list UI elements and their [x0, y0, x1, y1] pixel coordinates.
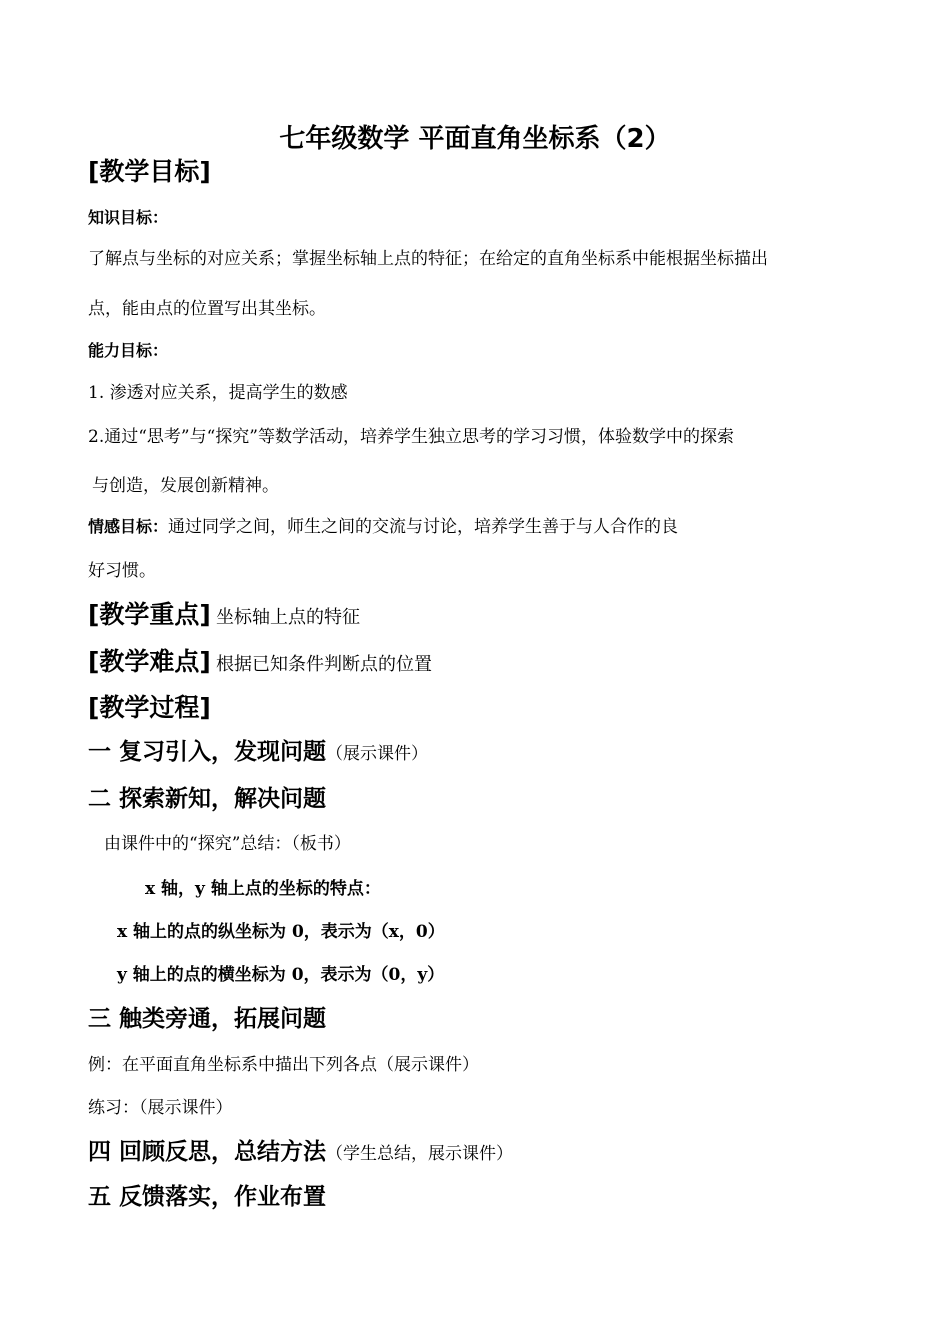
difficulty-text: 根据已知条件判断点的位置 [215, 654, 432, 675]
objectives-heading: [教学目标] [88, 157, 211, 186]
section-2-point-head: x 轴，y 轴上点的坐标的特点： [145, 879, 381, 899]
ability-label: 能力目标： [88, 341, 169, 360]
key-point-line [88, 595, 360, 631]
ability-item-2-line2: 与创造，发展创新精神。 [92, 476, 279, 496]
difficulty-heading: [教学难点] [88, 647, 211, 676]
section-4 [88, 1133, 513, 1166]
section-1 [88, 733, 428, 766]
emotion-text: 通过同学之间，师生之间的交流与讨论，培养学生善于与人合作的良 [168, 517, 679, 537]
section-3-title: 三 触类旁通，拓展问题 [88, 1005, 327, 1032]
page-title: 七年级数学 平面直角坐标系（2） [279, 124, 671, 154]
section-2-title: 二 探索新知，解决问题 [88, 785, 327, 812]
process-heading: [教学过程] [88, 693, 211, 722]
section-2-point-y: y 轴上的点的横坐标为 0，表示为（0，y） [117, 965, 445, 985]
section-2-point-x: x 轴上的点的纵坐标为 0，表示为（x，0） [117, 922, 445, 942]
section-5-title: 五 反馈落实，作业布置 [88, 1183, 327, 1210]
section-1-title: 一 复习引入，发现问题 [88, 738, 327, 765]
emotion-text-line2: 好习惯。 [88, 561, 156, 581]
key-point-heading: [教学重点] [88, 600, 211, 629]
difficulty-line [88, 642, 432, 678]
ability-item-2-line1: 2.通过“思考”与“探究”等数学活动，培养学生独立思考的学习习惯，体验数学中的探索 [88, 427, 734, 447]
section-1-note: （展示课件） [326, 744, 429, 764]
section-4-note: （学生总结，展示课件） [326, 1144, 514, 1164]
section-2-intro: 由课件中的“探究”总结：（板书） [104, 834, 351, 854]
emotion-line [88, 512, 678, 537]
ability-item-1: 1. 渗透对应关系，提高学生的数感 [88, 383, 348, 403]
knowledge-text-line1: 了解点与坐标的对应关系；掌握坐标轴上点的特征；在给定的直角坐标系中能根据坐标描出 [88, 249, 768, 269]
section-3-practice: 练习：（展示课件） [88, 1098, 233, 1118]
section-4-title: 四 回顾反思，总结方法 [88, 1138, 327, 1165]
knowledge-text-line2: 点，能由点的位置写出其坐标。 [88, 299, 326, 319]
section-3-example: 例：在平面直角坐标系中描出下列各点（展示课件） [88, 1055, 479, 1075]
knowledge-label: 知识目标： [88, 208, 169, 227]
emotion-label: 情感目标： [88, 517, 169, 536]
key-point-text: 坐标轴上点的特征 [215, 607, 360, 628]
